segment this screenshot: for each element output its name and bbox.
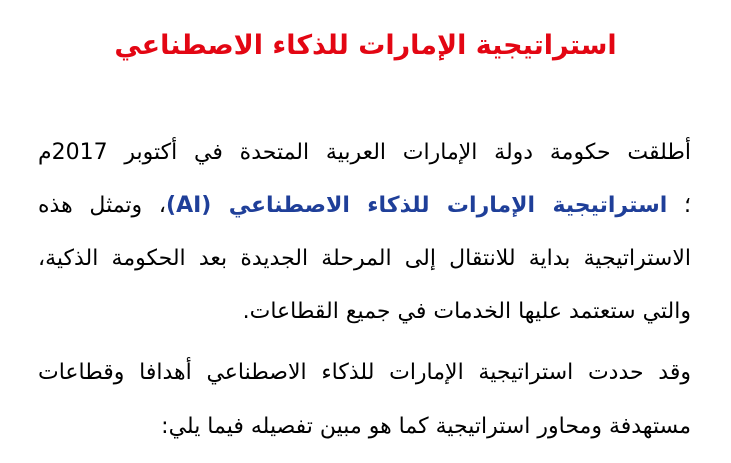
paragraph-line: الاستراتيجية بداية للانتقال إلى المرحلة الجديدة بعد الحكومة الذكية،	[38, 246, 691, 271]
page-title: استراتيجية الإمارات للذكاء الاصطناعي	[114, 30, 617, 62]
paragraph-line: مستهدفة ومحاور استراتيجية كما هو مبين تفصيله فيما يلي:	[161, 414, 691, 439]
semicolon-punctuation: ؛	[684, 193, 691, 218]
strategy-name-highlight: استراتيجية الإمارات للذكاء الاصطناعي (AI)	[166, 193, 668, 218]
paragraph-line: وقد حددت استراتيجية الإمارات للذكاء الاصطناعي أهدافا وقطاعات	[38, 360, 691, 385]
paragraph-line: أطلقت حكومة دولة الإمارات العربية المتحدة في أكتوبر 2017م	[38, 140, 691, 165]
intro-paragraph	[38, 126, 691, 338]
paragraph-line: والتي ستعتمد عليها الخدمات في جميع القطاعات.	[242, 299, 691, 324]
goals-paragraph	[38, 346, 691, 454]
paragraph-text: ، وتمثل هذه	[38, 193, 167, 218]
paragraph-line	[38, 179, 691, 232]
